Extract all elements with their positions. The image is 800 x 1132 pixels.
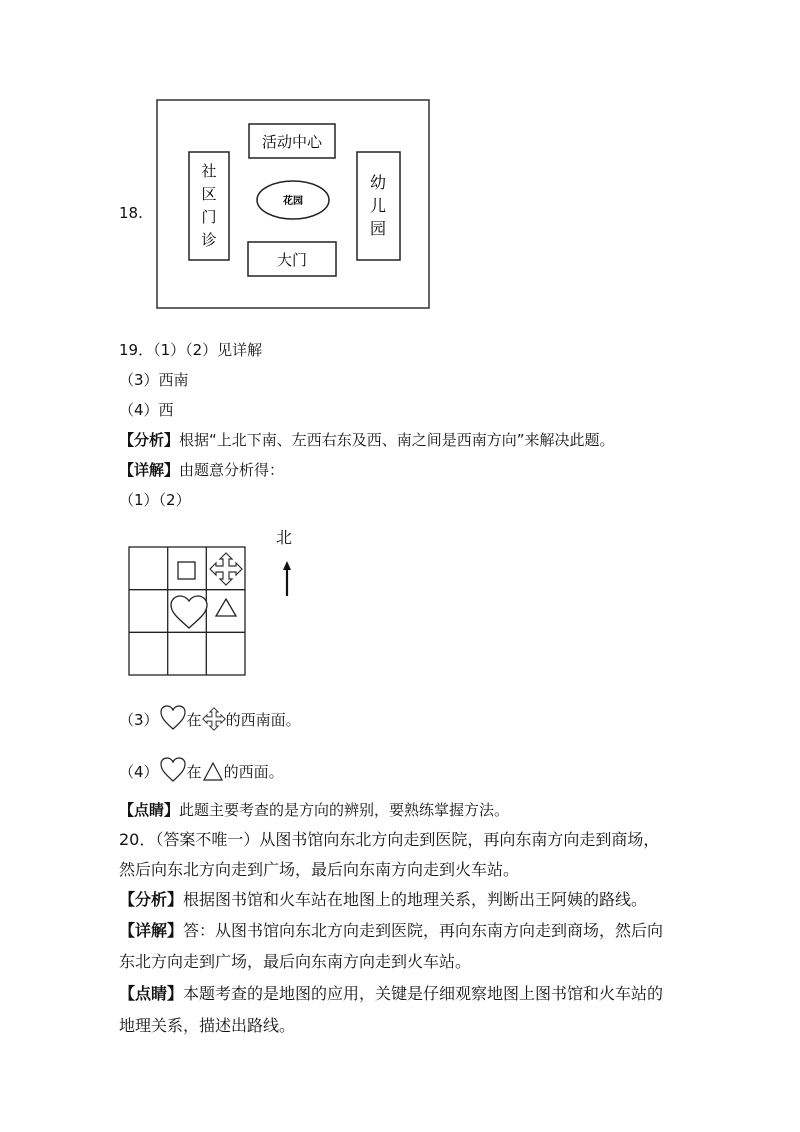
clinic-char-3: 门 — [201, 208, 217, 226]
triangle-icon — [202, 761, 224, 783]
ans4-mid: 在 — [186, 763, 202, 781]
q20-detail-line2: 东北方向走到广场，最后向东南方向走到火车站。 — [119, 952, 472, 971]
direction-grid — [127, 545, 247, 677]
analysis-text: 根据“上北下南、左西右东及西、南之间是西南方向”来解决此题。 — [179, 431, 615, 449]
four-way-arrow-icon — [202, 707, 226, 731]
analysis-tag: 【分析】 — [119, 890, 184, 909]
q20-comment-line1 — [119, 983, 663, 1005]
north-label: 北 — [276, 528, 293, 547]
q19-line1: 19．（1）（2）见详解 — [119, 341, 263, 359]
ans3-mid: 在 — [186, 711, 202, 729]
garden-label: 花园 — [283, 196, 303, 207]
gate-label: 大门 — [276, 251, 308, 269]
clinic-char-4: 诊 — [201, 231, 217, 249]
activity-center-label: 活动中心 — [261, 133, 323, 151]
north-arrow-icon — [280, 560, 294, 598]
q19-analysis — [119, 430, 615, 450]
q20-line1: 20．（答案不唯一）从图书馆向东北方向走到医院，再向东南方向走到商场， — [119, 830, 660, 849]
q19-line2: （3）西南 — [119, 371, 189, 389]
community-map — [155, 98, 431, 310]
ans3-prefix: （3） — [119, 711, 159, 729]
q19-line3: （4）西 — [119, 401, 174, 419]
q20-line2: 然后向东北方向走到广场，最后向东南方向走到火车站。 — [119, 860, 520, 879]
q19-answer4 — [119, 757, 284, 785]
detail-text: 答：从图书馆向东北方向走到医院，再向东南方向走到商场，然后向 — [183, 921, 664, 940]
q20-analysis — [119, 889, 647, 911]
heart-icon — [171, 596, 207, 628]
kindergarten-char-1: 幼 — [369, 173, 387, 192]
heart-icon — [159, 705, 187, 731]
q20-comment-line2: 地理关系，描述出路线。 — [119, 1016, 296, 1035]
clinic-char-2: 区 — [201, 185, 217, 203]
heart-icon — [159, 757, 187, 783]
analysis-text: 根据图书馆和火车站在地图上的地理关系，判断出王阿姨的路线。 — [183, 890, 648, 909]
detail-tag: 【详解】 — [119, 921, 184, 940]
analysis-tag: 【分析】 — [119, 431, 180, 449]
detail-text: 由题意分析得： — [179, 461, 285, 479]
ans3-suffix: 的西南面。 — [225, 711, 301, 729]
q19-detail — [119, 460, 284, 480]
q19-answer3 — [119, 705, 301, 733]
comment-text: 此题主要考查的是方向的辨别，要熟练掌握方法。 — [179, 801, 510, 819]
q20-detail-line1 — [119, 920, 663, 942]
triangle-icon — [216, 599, 236, 616]
four-way-arrow-icon — [210, 553, 242, 585]
comment-tag: 【点睛】 — [119, 801, 180, 819]
ans4-suffix: 的西面。 — [223, 763, 284, 781]
detail-tag: 【详解】 — [119, 461, 180, 479]
ans4-prefix: （4） — [119, 763, 159, 781]
comment-tag: 【点睛】 — [119, 984, 184, 1003]
square-icon — [178, 562, 195, 579]
comment-text: 本题考查的是地图的应用，关键是仔细观察地图上图书馆和火车站的 — [183, 984, 664, 1003]
q19-comment — [119, 800, 509, 820]
kindergarten-char-3: 园 — [369, 219, 387, 238]
kindergarten-char-2: 儿 — [369, 196, 387, 215]
q19-sub12: （1）（2） — [119, 491, 191, 509]
clinic-char-1: 社 — [201, 162, 217, 180]
q18-number: 18. — [119, 204, 143, 222]
